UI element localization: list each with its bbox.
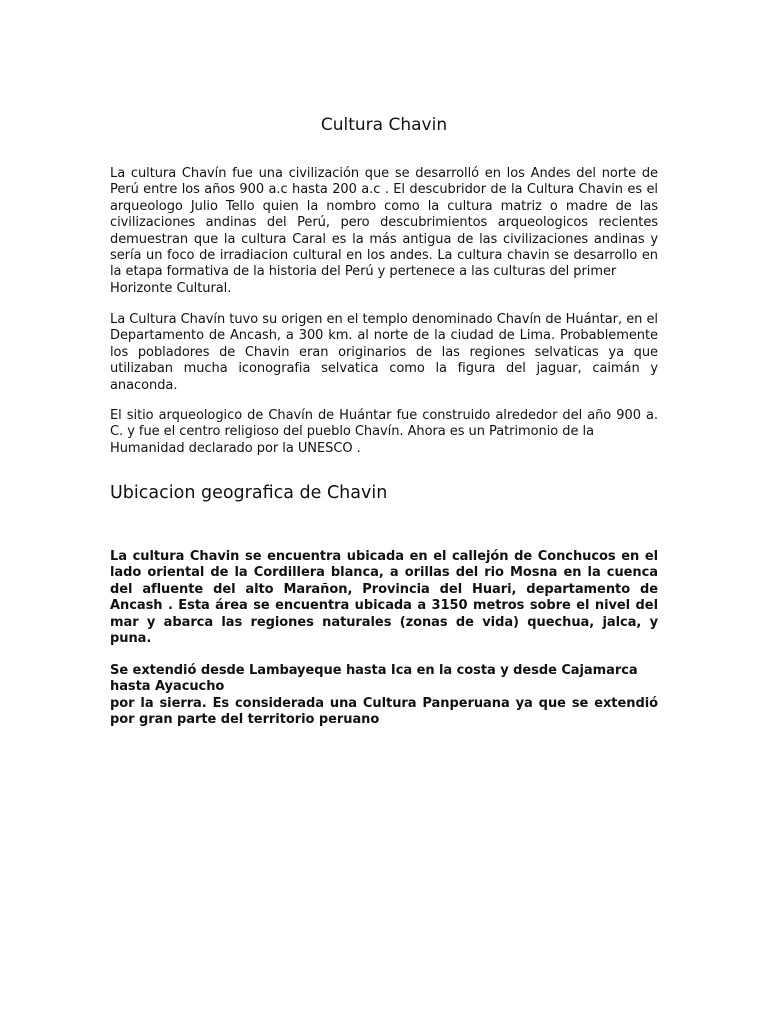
- page-title: Cultura Chavin: [320, 115, 448, 135]
- paragraph-origin: [110, 166, 658, 297]
- text-fragment: hasta: [110, 679, 151, 695]
- paragraph-location: La cultura Chavin se encuentra ubicada en el callejón de Conchucos en el lado oriental de la Cordillera blanca, a orillas del rio Mosna en la cuenca del afluente del alto Marañon, Provincia del Huari, departamento de Ancash . Esta área se encuentra ubicada a 3150 metros sobre el nivel del mar y abarca las regiones naturales (zonas de vida) quechua, jalca, y puna.: [110, 549, 658, 647]
- paragraph-line: [110, 663, 658, 679]
- text-fragment: Se extendió desde Lambayeque hasta Ica en la costa y desde Cajamarca: [110, 663, 638, 678]
- text-fragment: declarado: [188, 440, 253, 456]
- paragraph-text: por la sierra. Es considerada una Cultura Panperuana ya que se extendió por gran parte del territorio peruano: [110, 695, 658, 728]
- paragraph-last-line: [110, 441, 658, 457]
- text-fragment: por: [256, 440, 279, 456]
- paragraph-site: [110, 408, 658, 457]
- text-fragment: Ayacucho: [155, 679, 225, 695]
- paragraph-extent: [110, 663, 658, 729]
- text-fragment: Cultural.: [176, 280, 232, 296]
- text-fragment: Horizonte: [110, 280, 173, 296]
- paragraph-line: [110, 679, 658, 695]
- paragraph-temple: La Cultura Chavín tuvo su origen en el templo denominado Chavín de Huántar, en el Departamento de Ancash, a 300 km. al norte de la ciudad de Lima. Probablemente los pobladores de Chavin eran originarios de las regiones selvaticas ya que utilizaban mucha iconografia selvatica como la figura del jaguar, caimán y anaconda.: [110, 312, 658, 393]
- text-fragment: la: [282, 440, 294, 456]
- text-fragment: Humanidad: [110, 440, 185, 456]
- paragraph-last-line: [110, 281, 658, 297]
- paragraph-text: El sitio arqueologico de Chavín de Huántar fue construido alrededor del año 900 a. C. y fue el centro religioso del pueblo Chavín. Ahora es un Patrimonio de la: [110, 408, 658, 440]
- paragraph-text: La cultura Chavín fue una civilización que se desarrolló en los Andes del norte de Perú entre los años 900 a.c hasta 200 a.c . El descubridor de la Cultura Chavin es el arqueologo Julio Tello quien la nombro como la cultura matriz o madre de las civilizaciones andinas del Perú, pero descubrimientos arqueologicos recientes demuestran que la cultura Caral es la más antigua de las civilizaciones andinas y sería un foco de irradiacion cultural en los andes. La cultura chavin se desarrollo en la etapa formativa de la historia del Perú y pertenece a las culturas del primer: [110, 166, 658, 280]
- section-heading: Ubicacion geografica de Chavin: [110, 483, 388, 503]
- text-fragment: UNESCO .: [297, 440, 361, 456]
